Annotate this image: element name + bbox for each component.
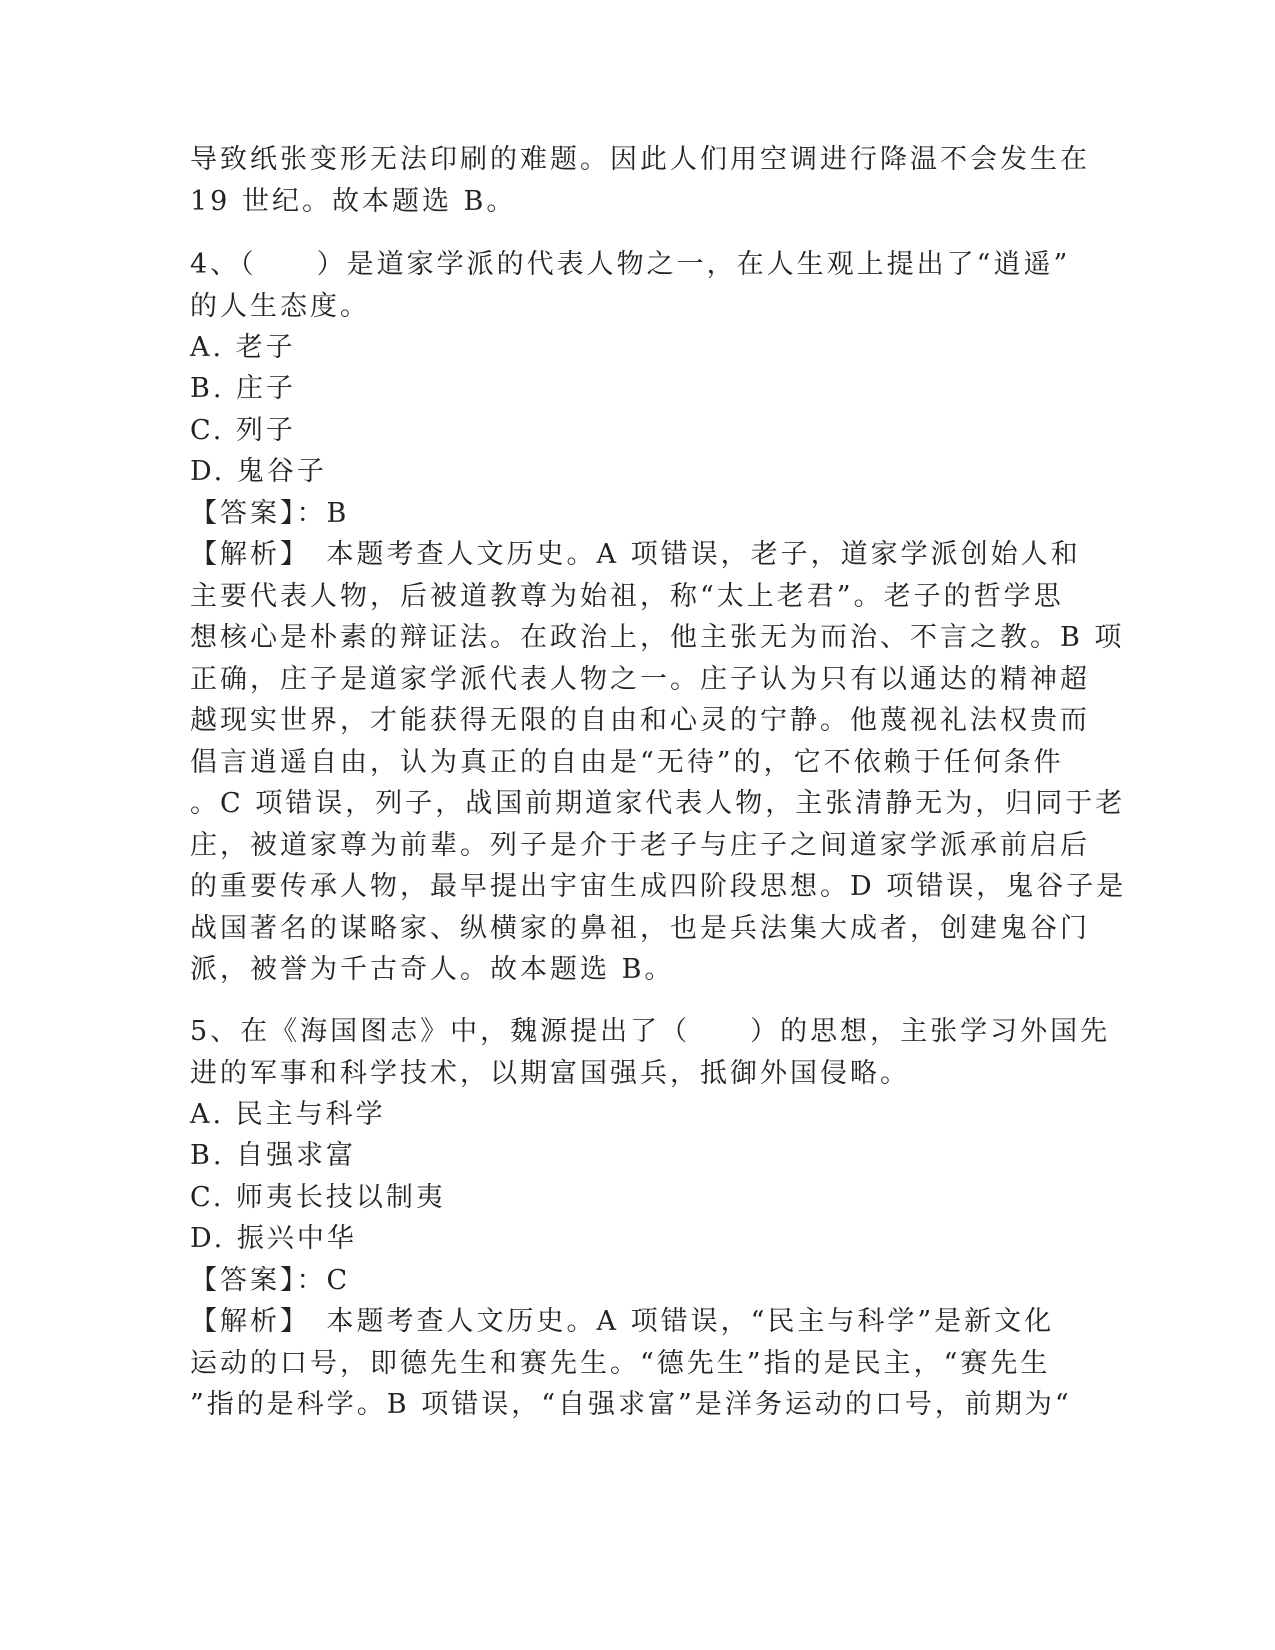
q4-option-d: D. 鬼谷子 — [190, 456, 327, 487]
q4-analysis-line: 主要代表人物，后被道教尊为始祖，称“太上老君”。老子的哲学思 — [190, 581, 1064, 612]
q5-stem-line-2: 进的军事和科学技术，以期富国强兵，抵御外国侵略。 — [190, 1058, 910, 1089]
q5-analysis-line: 【解析】 本题考查人文历史。A 项错误，“民主与科学”是新文化 — [190, 1306, 1055, 1337]
q4-analysis-line: 。C 项错误，列子，战国前期道家代表人物，主张清静无为，归同于老 — [190, 788, 1126, 819]
q5-stem-line-1: 5、在《海国图志》中，魏源提出了（ ）的思想，主张学习外国先 — [190, 1016, 1111, 1047]
q5-answer: 【答案】：C — [190, 1265, 351, 1296]
q4-stem-line-1: 4、（ ）是道家学派的代表人物之一，在人生观上提出了“逍遥” — [190, 249, 1071, 280]
q4-analysis-line: 越现实世界，才能获得无限的自由和心灵的宁静。他蔑视礼法权贵而 — [190, 705, 1090, 736]
q5-option-b: B. 自强求富 — [190, 1140, 357, 1171]
q5-analysis-line: 运动的口号，即德先生和赛先生。“德先生”指的是民主，“赛先生 — [190, 1348, 1051, 1379]
q5-analysis-line: ”指的是科学。B 项错误，“自强求富”是洋务运动的口号，前期为“ — [190, 1389, 1072, 1420]
q4-analysis-line: 战国著名的谋略家、纵横家的鼻祖，也是兵法集大成者，创建鬼谷门 — [190, 913, 1090, 944]
q4-option-c: C. 列子 — [190, 415, 296, 446]
q4-analysis-line: 庄，被道家尊为前辈。列子是介于老子与庄子之间道家学派承前启后 — [190, 830, 1090, 861]
q3-tail-line-2: 19 世纪。故本题选 B。 — [190, 186, 517, 217]
q4-option-b: B. 庄子 — [190, 373, 297, 404]
q4-analysis-line: 【解析】 本题考查人文历史。A 项错误，老子，道家学派创始人和 — [190, 539, 1081, 570]
q4-stem-line-2: 的人生态度。 — [190, 291, 370, 322]
q5-option-a: A. 民主与科学 — [190, 1099, 386, 1130]
q4-option-a: A. 老子 — [190, 332, 296, 363]
q3-tail-line-1: 导致纸张变形无法印刷的难题。因此人们用空调进行降温不会发生在 — [190, 144, 1090, 175]
q4-analysis-line: 想核心是朴素的辩证法。在政治上，他主张无为而治、不言之教。B 项 — [190, 622, 1125, 653]
q4-analysis-line: 正确，庄子是道家学派代表人物之一。庄子认为只有以通达的精神超 — [190, 664, 1090, 695]
q4-answer: 【答案】：B — [190, 498, 350, 529]
q4-analysis-line: 派，被誉为千古奇人。故本题选 B。 — [190, 954, 675, 985]
q5-option-d: D. 振兴中华 — [190, 1223, 357, 1254]
q4-analysis-line: 的重要传承人物，最早提出宇宙生成四阶段思想。D 项错误，鬼谷子是 — [190, 871, 1127, 902]
q5-option-c: C. 师夷长技以制夷 — [190, 1182, 446, 1213]
q4-analysis-line: 倡言逍遥自由，认为真正的自由是“无待”的，它不依赖于任何条件 — [190, 747, 1064, 778]
